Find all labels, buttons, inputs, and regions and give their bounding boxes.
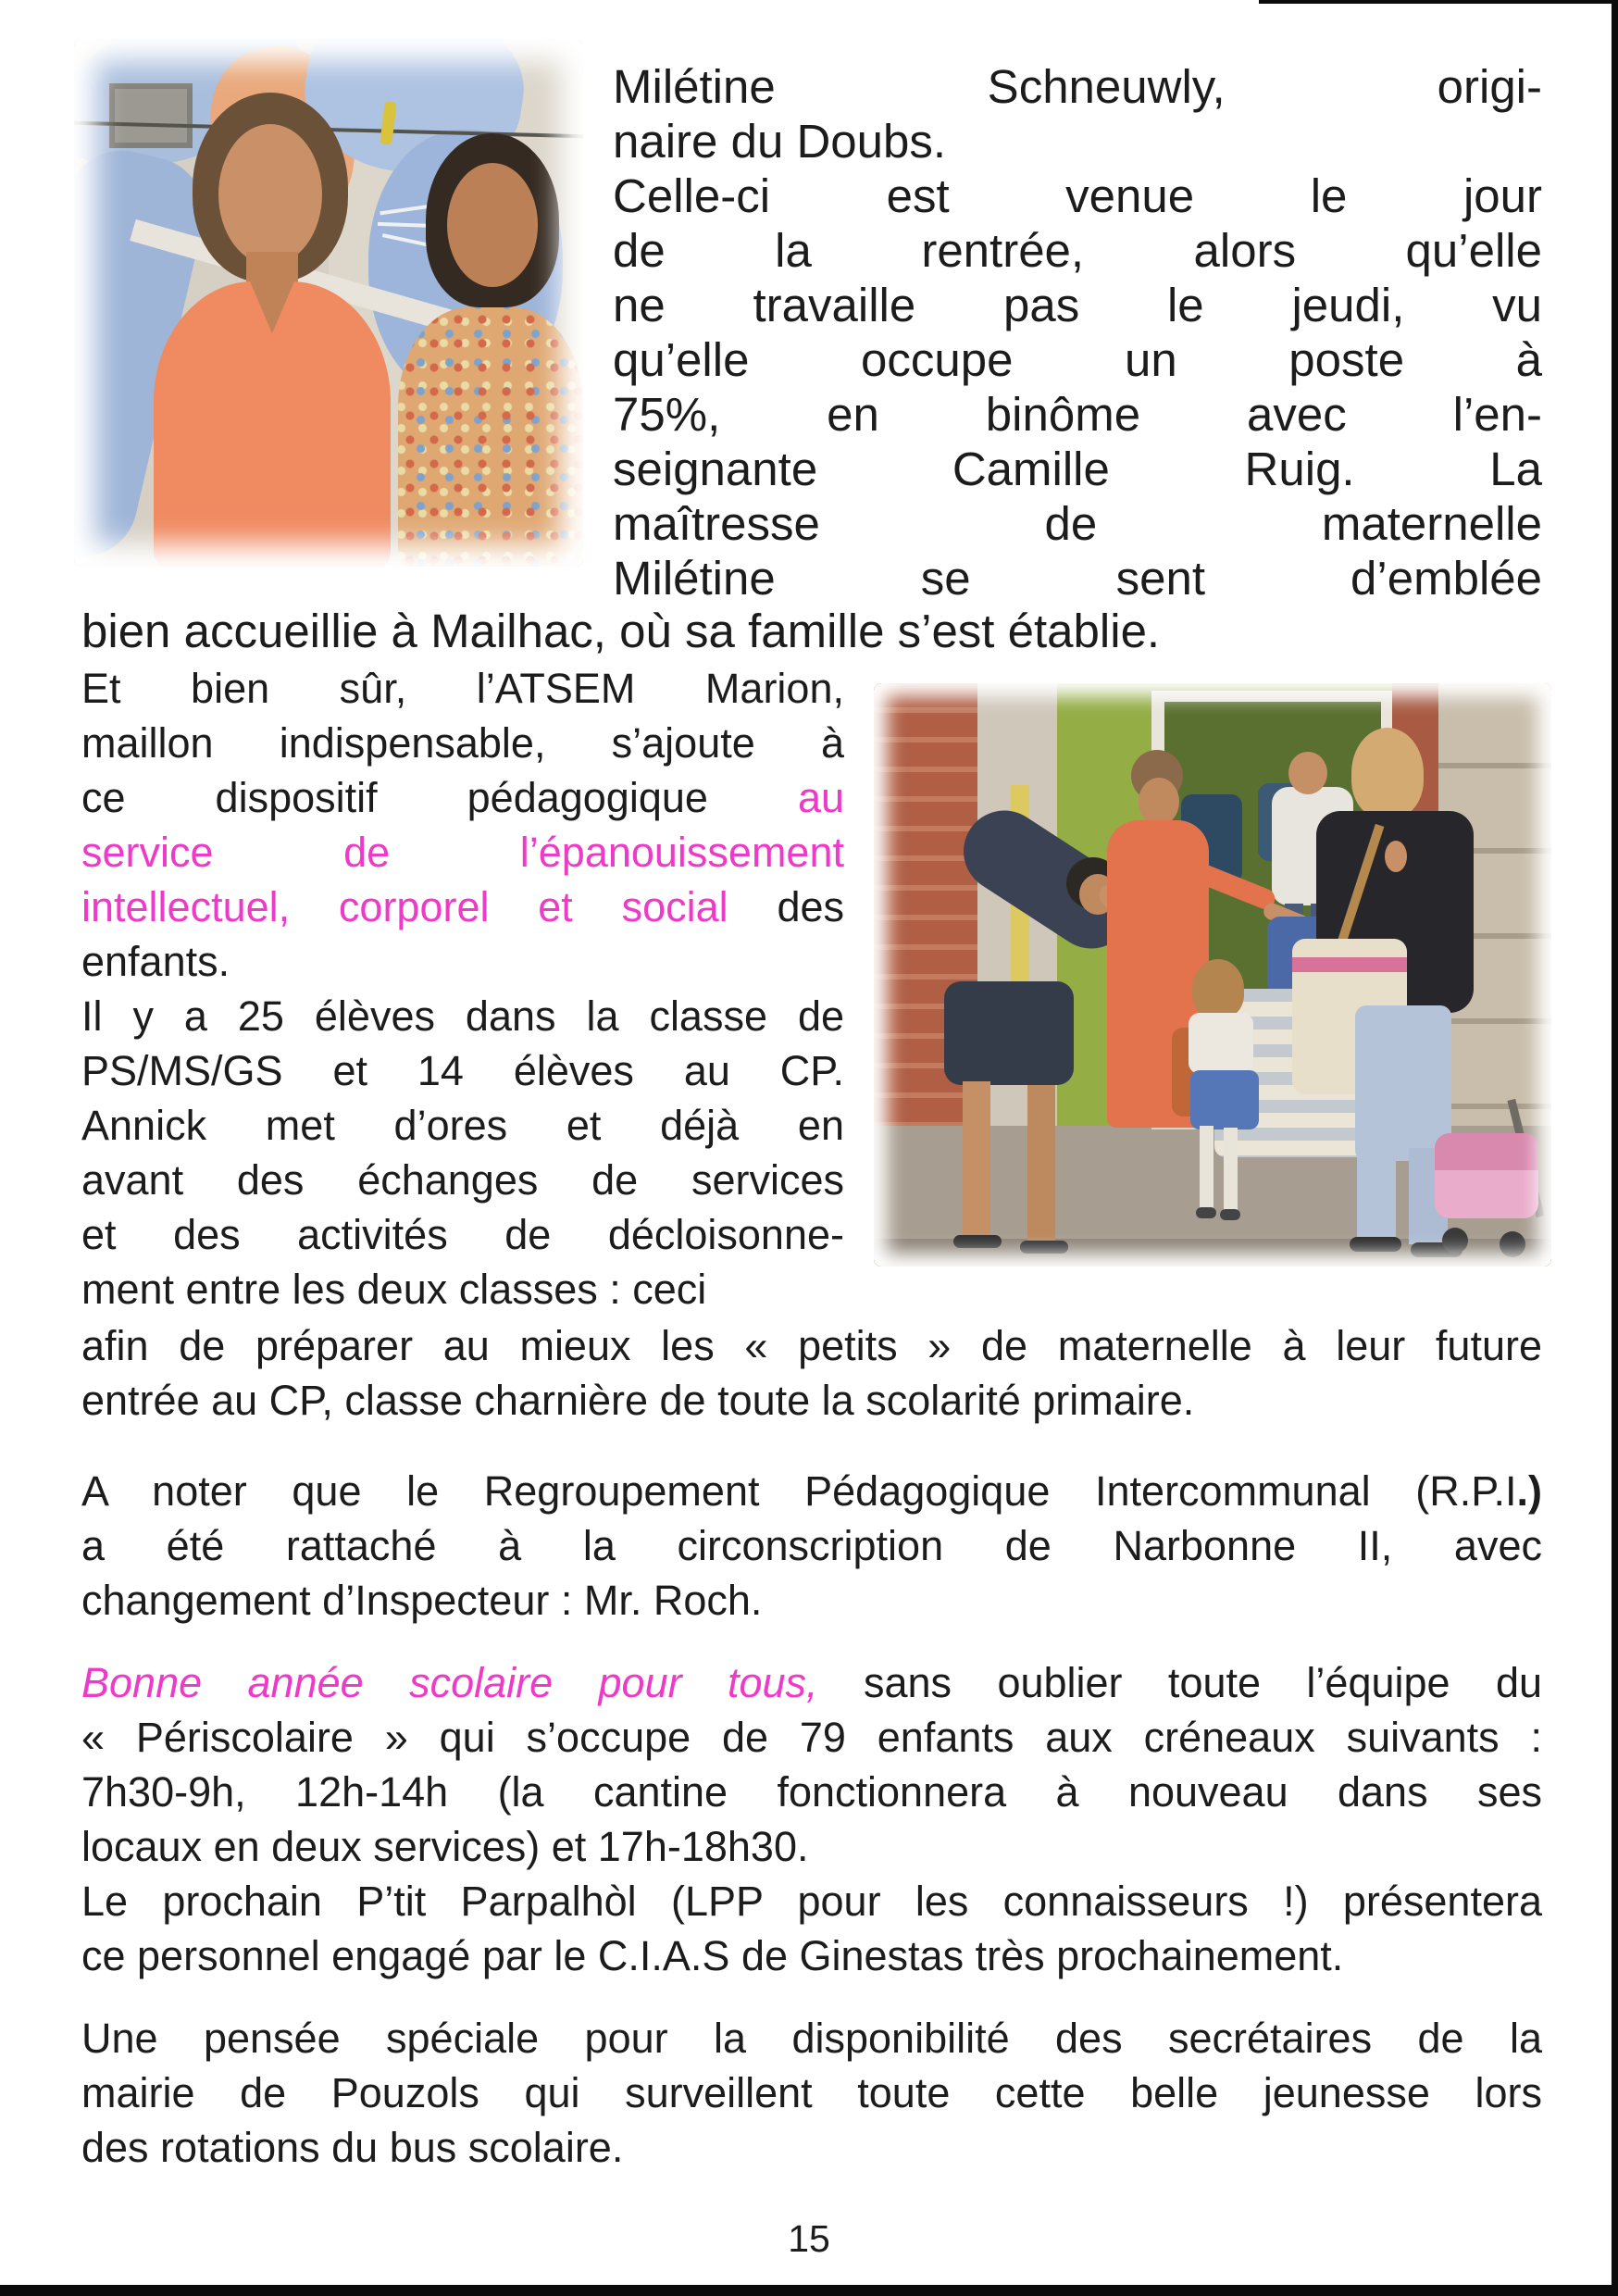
- page-border-right: [1612, 0, 1618, 2296]
- text-line: bien accueillie à Mailhac, où sa famille s’est établie.: [81, 605, 1161, 657]
- page-border-top-right: [1259, 0, 1618, 4]
- text-line: naire du Doubs.: [613, 115, 947, 168]
- text-line: Le prochain P’tit Parpalhòl (LPP pour les connaisseurs !) présentera: [81, 1878, 1542, 1925]
- text-segment: sans oublier toute l’équipe du: [817, 1659, 1543, 1706]
- text-line: a été rattaché à la circonscription de Narbonne II, avec: [81, 1522, 1542, 1569]
- text-line: 75%, en binôme avec l’en-: [613, 388, 1542, 441]
- photo-feathered-edge: [74, 39, 583, 567]
- text-line: mairie de Pouzols qui surveillent toute cette belle jeunesse lors: [81, 2069, 1542, 2116]
- pink-italic-greeting: Bonne année scolaire pour tous,: [81, 1659, 818, 1706]
- text-line: Celle-ci est venue le jour: [613, 169, 1542, 222]
- text-segment: ce dispositif pédagogique: [81, 774, 798, 821]
- text-line: changement d’Inspecteur : Mr. Roch.: [81, 1577, 763, 1624]
- text-line: Annick met d’ores et déjà en: [81, 1102, 844, 1149]
- text-line: Milétine Schneuwly, origi-: [613, 60, 1542, 113]
- pensee-paragraph: [81, 2011, 1542, 2175]
- text-segment: A noter que le Regroupement Pédagogique Intercommunal (R.P.I: [81, 1467, 1517, 1515]
- text-line: des rotations du bus scolaire.: [81, 2124, 624, 2171]
- photo-school-entrance: [874, 683, 1551, 1267]
- highlighted-text-pink: au: [797, 774, 844, 821]
- text-line: enfants.: [81, 938, 230, 985]
- text-segment: des: [728, 883, 844, 930]
- text-line: locaux en deux services) et 17h-18h30.: [81, 1823, 809, 1870]
- text-line: afin de préparer au mieux les « petits » de maternelle à leur future: [81, 1322, 1542, 1369]
- highlighted-text-pink: intellectuel, corporel et social: [81, 883, 728, 930]
- atsem-paragraph: [81, 661, 844, 1262]
- intro-paragraph: [613, 59, 1542, 605]
- rpi-paragraph: [81, 1464, 1542, 1628]
- text-line: [81, 880, 844, 934]
- text-line: ne travaille pas le jeudi, vu: [613, 279, 1542, 331]
- periscolaire-paragraph: [81, 1655, 1542, 1983]
- text-line: [81, 1464, 1542, 1518]
- text-line: et des activités de décloisonne-: [81, 1211, 844, 1258]
- text-line: ce personnel engagé par le C.I.A.S de Ginestas très prochainement.: [81, 1932, 1344, 1979]
- text-line: maillon indispensable, s’ajoute à: [81, 719, 844, 767]
- atsem-paragraph-overflow-line: [81, 1262, 1542, 1316]
- text-line: Milétine se sent d’emblée: [613, 552, 1542, 605]
- text-line: entrée au CP, classe charnière de toute la scolarité primaire.: [81, 1377, 1195, 1424]
- highlighted-text-pink: service de l’épanouissement: [81, 829, 844, 876]
- text-line: « Périscolaire » qui s’occupe de 79 enfants aux créneaux suivants :: [81, 1714, 1542, 1761]
- text-line: [81, 1655, 1542, 1710]
- photo-feathered-edge: [874, 683, 1551, 1267]
- text-line: Une pensée spéciale pour la disponibilité des secrétaires de la: [81, 2015, 1542, 2062]
- text-line: [81, 770, 844, 825]
- text-line: Et bien sûr, l’ATSEM Marion,: [81, 665, 844, 712]
- text-line: ment entre les deux classes : ceci: [81, 1266, 707, 1313]
- bold-text-segment: .): [1516, 1467, 1542, 1515]
- intro-continuation-line: [81, 604, 1542, 658]
- photo-teachers: [74, 39, 583, 567]
- atsem-continuation: [81, 1318, 1542, 1428]
- text-line: PS/MS/GS et 14 élèves au CP.: [81, 1047, 844, 1094]
- text-line: qu’elle occupe un poste à: [613, 333, 1542, 386]
- text-line: avant des échanges de services: [81, 1156, 844, 1204]
- page-border-bottom: [0, 2285, 1618, 2296]
- text-line: Il y a 25 élèves dans la classe de: [81, 992, 844, 1040]
- text-line: de la rentrée, alors qu’elle: [613, 224, 1542, 277]
- text-line: 7h30-9h, 12h-14h (la cantine fonctionnera à nouveau dans ses: [81, 1768, 1542, 1816]
- text-line: maîtresse de maternelle: [613, 497, 1542, 550]
- text-line: seignante Camille Ruig. La: [613, 443, 1542, 495]
- page-number: 15: [788, 2217, 830, 2260]
